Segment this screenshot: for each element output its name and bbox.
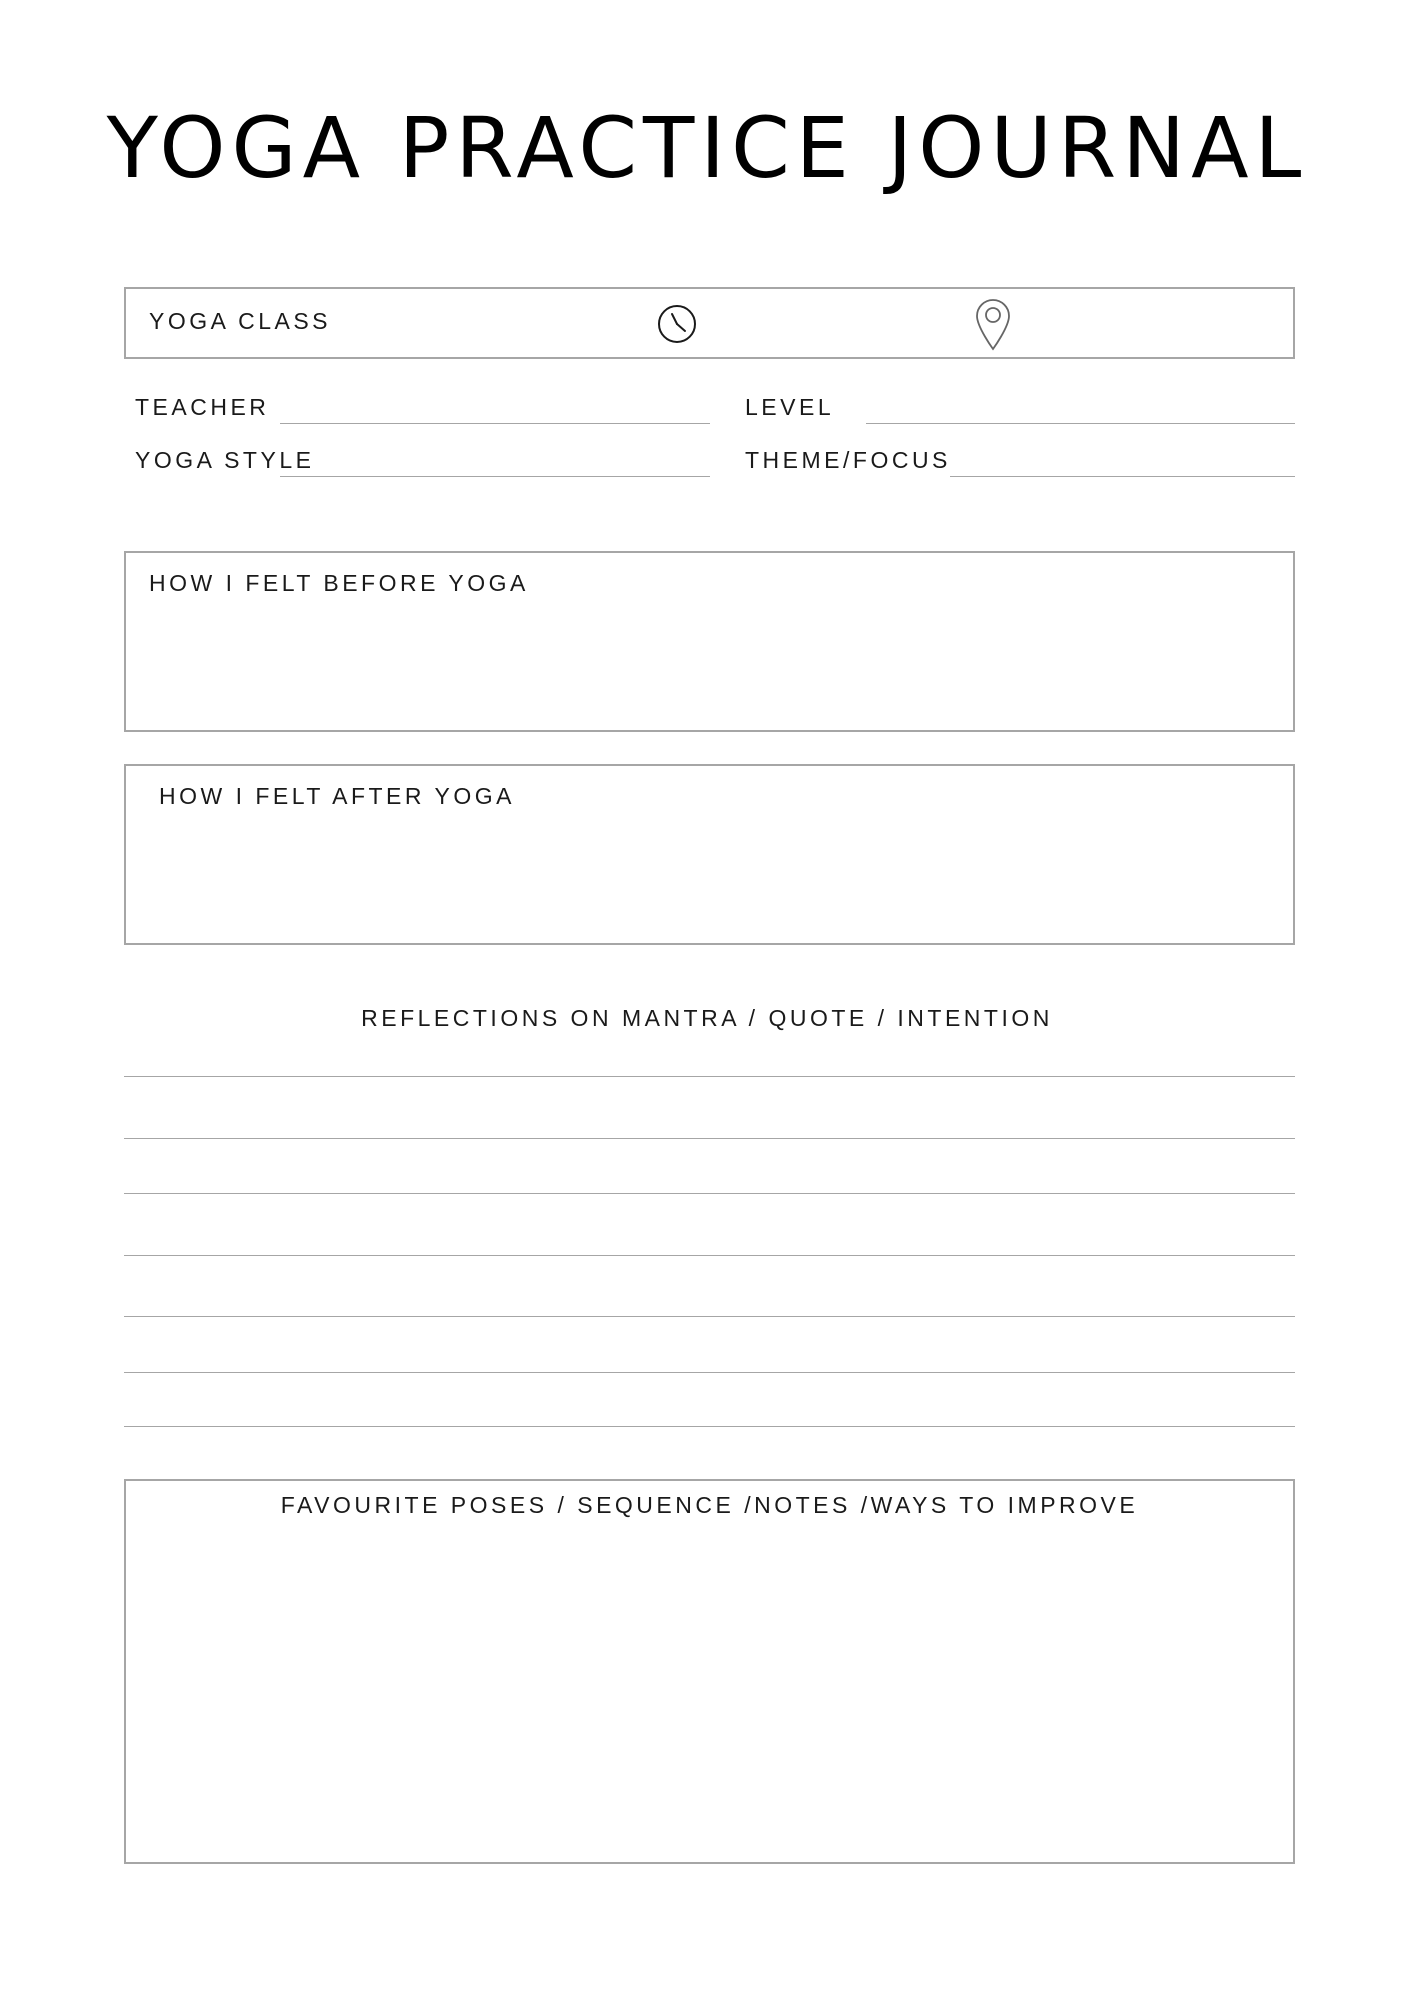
notes-label: FAVOURITE POSES / SEQUENCE /NOTES /WAYS TO IMPROVE: [280, 1492, 1139, 1518]
felt-before-box[interactable]: [124, 551, 1295, 732]
yoga-style-field-line[interactable]: [280, 476, 710, 477]
felt-after-label: HOW I FELT AFTER YOGA: [159, 783, 515, 809]
page-title: YOGA PRACTICE JOURNAL: [106, 99, 1308, 197]
reflection-line-1[interactable]: [124, 1076, 1295, 1077]
reflection-line-6[interactable]: [124, 1372, 1295, 1373]
level-label: LEVEL: [745, 394, 835, 420]
class-info-box: [124, 287, 1295, 359]
location-pin-icon: [974, 297, 1012, 356]
yoga-class-label: YOGA CLASS: [149, 308, 332, 334]
yoga-style-label: YOGA STYLE: [135, 447, 315, 473]
reflection-line-3[interactable]: [124, 1193, 1295, 1194]
clock-icon: [656, 303, 698, 350]
reflection-line-4[interactable]: [124, 1255, 1295, 1256]
level-field-line[interactable]: [866, 423, 1295, 424]
felt-before-label: HOW I FELT BEFORE YOGA: [149, 570, 529, 596]
felt-after-box[interactable]: [124, 764, 1295, 945]
teacher-field-line[interactable]: [280, 423, 710, 424]
teacher-label: TEACHER: [135, 394, 270, 420]
theme-focus-label: THEME/FOCUS: [745, 447, 951, 473]
reflection-line-2[interactable]: [124, 1138, 1295, 1139]
theme-focus-field-line[interactable]: [950, 476, 1295, 477]
notes-box[interactable]: [124, 1479, 1295, 1864]
reflections-heading: REFLECTIONS ON MANTRA / QUOTE / INTENTION: [361, 1005, 1053, 1031]
reflection-line-7[interactable]: [124, 1426, 1295, 1427]
reflection-line-5[interactable]: [124, 1316, 1295, 1317]
